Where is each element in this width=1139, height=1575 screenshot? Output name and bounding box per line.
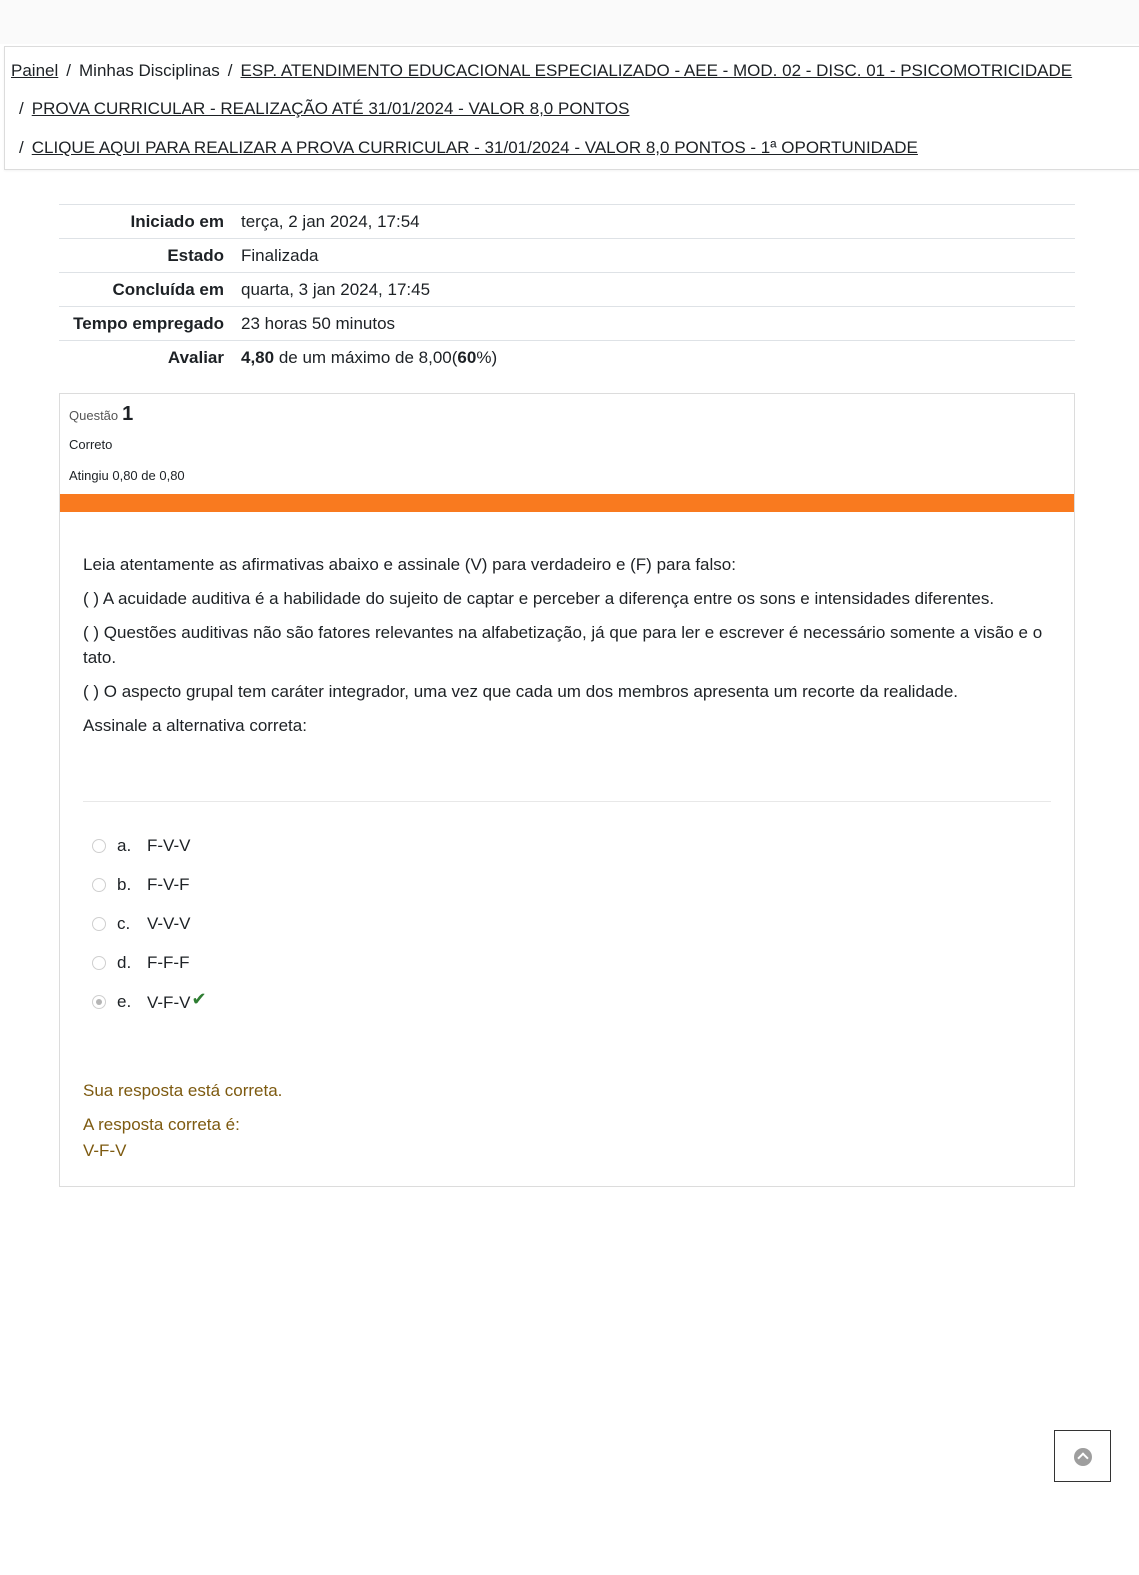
arrow-up-circle-icon bbox=[1074, 1448, 1092, 1466]
check-icon: ✔ bbox=[191, 989, 207, 1009]
breadcrumb-quiz-link[interactable]: CLIQUE AQUI PARA REALIZAR A PROVA CURRICULAR - 31/01/2024 - VALOR 8,0 PONTOS - 1ª OPORTUNIDADE bbox=[31, 138, 918, 157]
question-grade: Atingiu 0,80 de 0,80 bbox=[69, 468, 185, 483]
started-label: Iniciado em bbox=[59, 205, 241, 239]
grade-label: Avaliar bbox=[59, 341, 241, 375]
breadcrumb-painel-link[interactable]: Painel bbox=[11, 61, 59, 80]
grade-percent-end: %) bbox=[476, 348, 498, 367]
breadcrumb-line-2 bbox=[19, 99, 629, 119]
breadcrumb-line-3 bbox=[19, 138, 918, 158]
state-label: Estado bbox=[59, 239, 241, 273]
time-label: Tempo empregado bbox=[59, 307, 241, 341]
summary-row-grade bbox=[59, 341, 1075, 375]
grade-percent: 60 bbox=[457, 348, 477, 367]
feedback-right-answer: V-F-V bbox=[83, 1141, 127, 1160]
answer-text: F-V-F bbox=[147, 875, 190, 894]
feedback-right-answer-label: A resposta correta é: bbox=[83, 1115, 240, 1134]
question-state: Correto bbox=[69, 437, 113, 452]
answer-text: F-F-F bbox=[147, 953, 190, 972]
back-to-top-button[interactable] bbox=[1054, 1430, 1111, 1482]
answer-text-wrapper bbox=[147, 989, 207, 1013]
breadcrumb-prova-link[interactable]: PROVA CURRICULAR - REALIZAÇÃO ATÉ 31/01/2024 - VALOR 8,0 PONTOS bbox=[31, 99, 630, 118]
top-bar bbox=[0, 0, 1139, 44]
attempt-summary-table bbox=[59, 204, 1075, 374]
question-text-line: Assinale a alternativa correta: bbox=[83, 716, 307, 735]
completed-value: quarta, 3 jan 2024, 17:45 bbox=[241, 273, 1075, 307]
question-number-value: 1 bbox=[122, 403, 134, 425]
question-label: Questão bbox=[69, 408, 119, 423]
summary-row-state bbox=[59, 239, 1075, 273]
question-text-line: ( ) O aspecto grupal tem caráter integrador, uma vez que cada um dos membros apresenta um recorte da realidade. bbox=[83, 682, 959, 701]
grade-value bbox=[241, 341, 1075, 375]
summary-row-completed bbox=[59, 273, 1075, 307]
completed-label: Concluída em bbox=[59, 273, 241, 307]
breadcrumb-separator: / bbox=[19, 99, 24, 118]
divider bbox=[83, 801, 1051, 802]
answer-text: F-V-V bbox=[147, 836, 191, 855]
radio-button[interactable] bbox=[92, 956, 106, 970]
question-card bbox=[59, 393, 1075, 1187]
breadcrumb-separator: / bbox=[66, 61, 71, 80]
question-text bbox=[83, 552, 1043, 747]
radio-button[interactable] bbox=[92, 839, 106, 853]
state-value: Finalizada bbox=[241, 239, 1075, 273]
feedback-correct-message: Sua resposta está correta. bbox=[83, 1081, 283, 1100]
answer-text: V-V-V bbox=[147, 914, 191, 933]
answer-letter: e. bbox=[117, 992, 132, 1011]
summary-row-time bbox=[59, 307, 1075, 341]
radio-button-selected[interactable] bbox=[92, 995, 106, 1009]
started-value: terça, 2 jan 2024, 17:54 bbox=[241, 205, 1075, 239]
breadcrumb-discipline-link[interactable]: ESP. ATENDIMENTO EDUCACIONAL ESPECIALIZADO - AEE - MOD. 02 - DISC. 01 - PSICOMOTRICIDADE bbox=[240, 61, 1073, 80]
grade-max-text: de um máximo de 8,00( bbox=[274, 348, 458, 367]
question-text-line: ( ) A acuidade auditiva é a habilidade do sujeito de captar e perceber a diferença entre os sons e intensidades diferentes. bbox=[83, 589, 995, 608]
feedback-box bbox=[83, 1078, 282, 1164]
breadcrumb-separator: / bbox=[19, 138, 24, 157]
breadcrumb bbox=[4, 46, 1139, 170]
question-status-bar bbox=[60, 494, 1074, 512]
breadcrumb-line-1 bbox=[11, 61, 1072, 81]
answer-letter: d. bbox=[117, 953, 132, 972]
radio-button[interactable] bbox=[92, 878, 106, 892]
question-text-line: Leia atentamente as afirmativas abaixo e assinale (V) para verdadeiro e (F) para falso: bbox=[83, 555, 736, 574]
breadcrumb-separator: / bbox=[227, 61, 233, 80]
summary-row-started bbox=[59, 205, 1075, 239]
answer-text: V-F-V bbox=[147, 993, 191, 1012]
question-number bbox=[69, 403, 133, 426]
radio-button[interactable] bbox=[92, 917, 106, 931]
answer-letter: c. bbox=[117, 914, 131, 933]
grade-score: 4,80 bbox=[241, 348, 275, 367]
question-text-line: ( ) Questões auditivas não são fatores relevantes na alfabetização, já que para ler e escrever é necessário somente a visão e o tato. bbox=[83, 623, 1043, 667]
time-value: 23 horas 50 minutos bbox=[241, 307, 1075, 341]
answer-letter: a. bbox=[117, 836, 132, 855]
breadcrumb-minhas-disciplinas: Minhas Disciplinas bbox=[79, 61, 220, 80]
answer-letter: b. bbox=[117, 875, 132, 894]
question-info bbox=[60, 394, 1074, 494]
